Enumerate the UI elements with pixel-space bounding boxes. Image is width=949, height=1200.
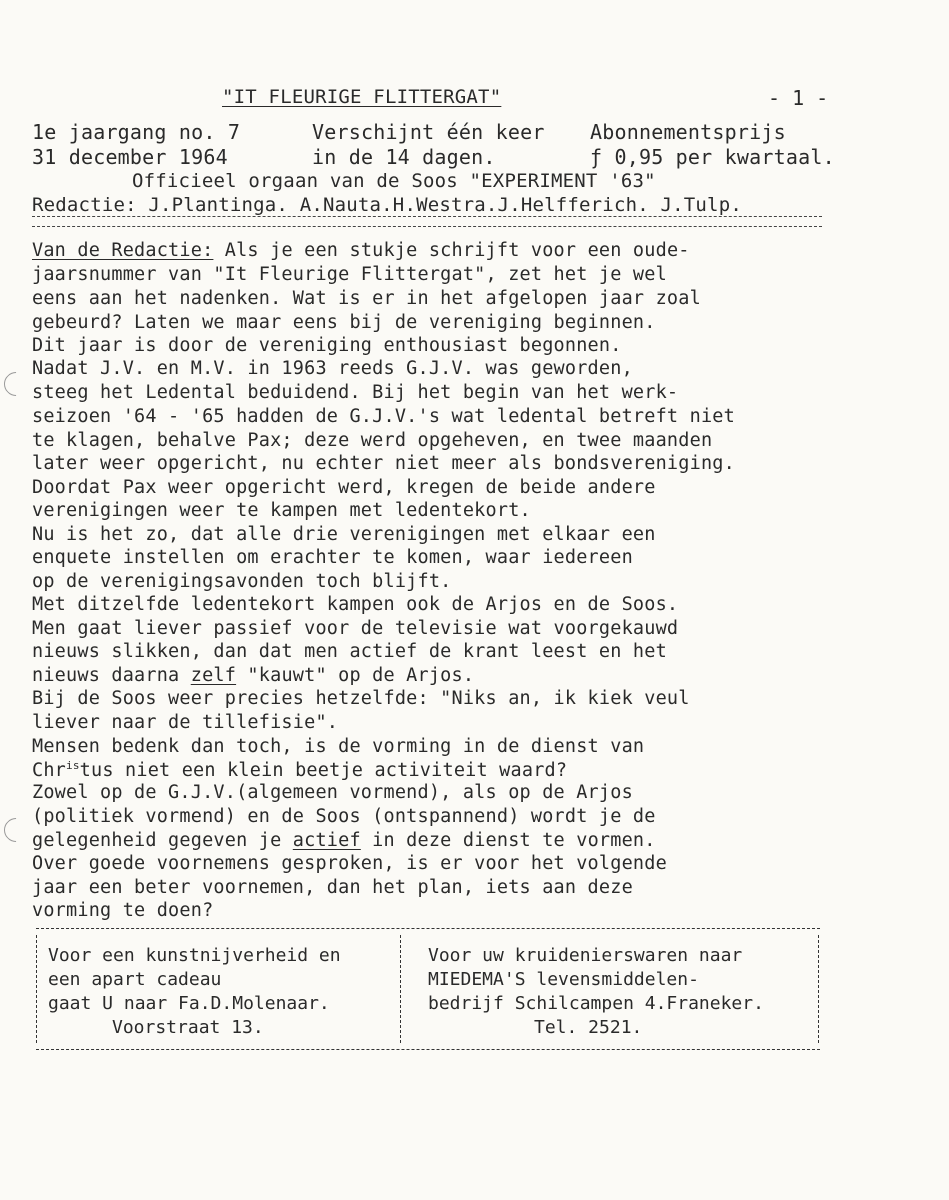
text-segment: nieuws daarna	[32, 665, 191, 686]
article-line-christus	[32, 759, 567, 781]
article-line: gebeurd? Laten we maar eens bij de vereniging beginnen.	[32, 312, 656, 333]
article-line: Dit jaar is door de vereniging enthousiast begonnen.	[32, 335, 622, 356]
article-line: steeg het Ledental beduidend. Bij het begin van het werk-	[32, 382, 679, 403]
article-line: nieuws slikken, dan dat men actief de krant leest en het	[32, 641, 667, 662]
underlined-word-zelf: zelf	[190, 665, 237, 686]
underlined-word-actief: actief	[292, 830, 361, 851]
text-segment: Chr	[32, 760, 67, 782]
ad-right-line: Voor uw kruidenierswaren naar	[428, 945, 743, 966]
ad-left-line: gaat U naar Fa.D.Molenaar.	[48, 993, 330, 1014]
article-line: later weer opgericht, nu echter niet meer als bondsvereniging.	[32, 453, 735, 474]
article-line: enquete instellen om erachter te komen, waar iedereen	[32, 547, 633, 568]
article-line: verenigingen weer te kampen met ledentekort.	[32, 500, 531, 521]
organ-line: Officieel orgaan van de Soos "EXPERIMENT '63"	[132, 170, 656, 192]
article-first-line	[32, 240, 690, 261]
text-segment: tus niet een klein beetje activiteit waard?	[79, 760, 568, 782]
page-number: - 1 -	[768, 86, 829, 110]
article-line: Mensen bedenk dan toch, is de vorming in de dienst van	[32, 736, 645, 757]
article-line: seizoen '64 - '65 hadden de G.J.V.'s wat ledental betreft niet	[32, 406, 735, 427]
text-segment: gelegenheid gegeven je	[32, 830, 293, 851]
editors-line: Redactie: J.Plantinga. A.Nauta.H.Westra.J.Helfferich. J.Tulp.	[32, 194, 742, 216]
text-segment: in deze dienst te vormen.	[360, 830, 656, 851]
ad-right-line: MIEDEMA'S levensmiddelen-	[428, 969, 699, 990]
info-col2-line2: in de 14 dagen.	[312, 145, 496, 169]
info-col2-line1: Verschijnt één keer	[312, 120, 545, 144]
article-line: Nu is het zo, dat alle drie verenigingen met elkaar een	[32, 524, 656, 545]
ad-left-line: een apart cadeau	[48, 969, 222, 990]
article-line: Zowel op de G.J.V.(algemeen vormend), als op de Arjos	[32, 782, 633, 803]
ad-left-line: Voorstraat 13.	[112, 1017, 264, 1038]
advertisement-box	[36, 928, 820, 1050]
article-line: jaarsnummer van "It Fleurige Flittergat", zet het je wel	[32, 264, 667, 285]
article-line: Nadat J.V. en M.V. in 1963 reeds G.J.V. was geworden,	[32, 358, 633, 379]
info-col1-line2: 31 december 1964	[32, 145, 228, 169]
superscript-insert: is	[66, 759, 80, 772]
article-line: Bij de Soos weer precies hetzelfde: "Niks an, ik kiek veul	[32, 688, 690, 709]
article-heading: Van de Redactie:	[32, 240, 214, 261]
info-col1-line1: 1e jaargang no. 7	[32, 120, 241, 144]
ad-box-left-border	[36, 935, 37, 1043]
article-line: Met ditzelfde ledentekort kampen ook de Arjos en de Soos.	[32, 594, 679, 615]
divider-top-1	[32, 216, 822, 217]
ad-right-line: Tel. 2521.	[534, 1017, 643, 1038]
ad-right-line: bedrijf Schilcampen 4.Franeker.	[428, 993, 764, 1014]
newsletter-title: "IT FLEURIGE FLITTERGAT"	[222, 86, 502, 108]
article-line: op de verenigingsavonden toch blijft.	[32, 571, 452, 592]
divider-top-2	[32, 226, 822, 227]
punch-hole-mark	[0, 813, 33, 847]
article-line: eens aan het nadenken. Wat is er in het afgelopen jaar zoal	[32, 288, 701, 309]
article-line: (politiek vormend) en de Soos (ontspannend) wordt je de	[32, 806, 656, 827]
article-line: Over goede voornemens gesproken, is er voor het volgende	[32, 853, 667, 874]
article-first-line-rest: Als je een stukje schrijft voor een oude-	[213, 240, 690, 261]
ad-divider	[400, 935, 401, 1043]
article-line-zelf	[32, 665, 474, 686]
article-line: Doordat Pax weer opgericht werd, kregen de beide andere	[32, 477, 656, 498]
article-line: liever naar de tillefisie".	[32, 712, 339, 733]
article-line: jaar een beter voornemen, dan het plan, iets aan deze	[32, 877, 633, 898]
punch-hole-mark	[0, 367, 33, 401]
ad-box-right-border	[818, 935, 819, 1043]
article-line-actief	[32, 830, 656, 851]
article-line: te klagen, behalve Pax; deze werd opgeheven, en twee maanden	[32, 430, 713, 451]
text-segment: "kauwt" op de Arjos.	[236, 665, 475, 686]
article-line: vorming te doen?	[32, 900, 214, 921]
info-col3-line1: Abonnementsprijs	[590, 120, 786, 144]
article-line: Men gaat liever passief voor de televisie wat voorgekauwd	[32, 618, 679, 639]
info-col3-line2: ƒ 0,95 per kwartaal.	[590, 145, 835, 169]
ad-left-line: Voor een kunstnijverheid en	[48, 945, 341, 966]
